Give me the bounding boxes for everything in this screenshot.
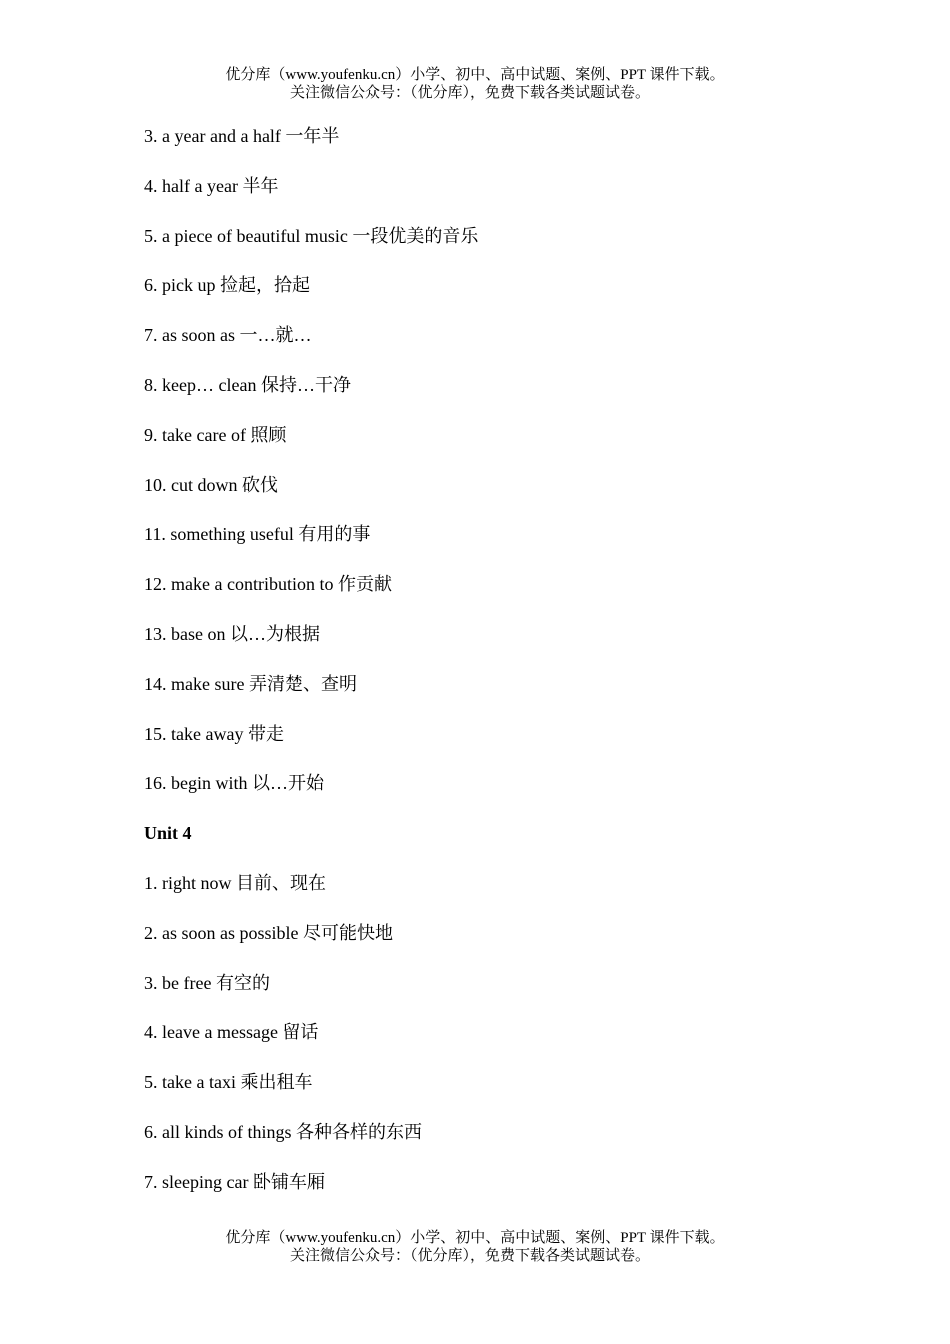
header-line-2: 关注微信公众号：（优分库），免费下载各类试题试卷。 xyxy=(289,85,650,101)
list-item: 13. base on 以…为根据 xyxy=(144,623,320,644)
footer-line-2: 关注微信公众号：（优分库），免费下载各类试题试卷。 xyxy=(289,1248,650,1264)
list-item: 5. a piece of beautiful music 一段优美的音乐 xyxy=(144,225,479,246)
header-line-1: 优分库（www.youfenku.cn）小学、初中、高中试题、案例、PPT 课件下载。 xyxy=(225,67,725,83)
list-item: 6. pick up 捡起，拾起 xyxy=(144,275,310,296)
list-item: 12. make a contribution to 作贡献 xyxy=(144,574,392,595)
footer-line-1: 优分库（www.youfenku.cn）小学、初中、高中试题、案例、PPT 课件下载。 xyxy=(225,1230,725,1246)
page-header xyxy=(0,66,950,102)
list-item: 14. make sure 弄清楚、查明 xyxy=(144,673,357,694)
list-item: 15. take away 带走 xyxy=(144,723,284,744)
list-item: 9. take care of 照顾 xyxy=(144,424,287,445)
list-item: 10. cut down 砍伐 xyxy=(144,474,278,495)
list-item: 4. half a year 半年 xyxy=(144,175,279,196)
list-item: 7. sleeping car 卧铺车厢 xyxy=(144,1171,325,1192)
list-item: 7. as soon as 一…就… xyxy=(144,325,312,346)
list-item: 2. as soon as possible 尽可能快地 xyxy=(144,922,393,943)
list-item: 3. be free 有空的 xyxy=(144,972,270,993)
list-item: 3. a year and a half 一年半 xyxy=(144,126,340,146)
list-item: 1. right now 目前、现在 xyxy=(144,872,326,893)
list-item: 8. keep… clean 保持…干净 xyxy=(144,374,351,395)
page-footer xyxy=(0,1229,950,1265)
list-item: 11. something useful 有用的事 xyxy=(144,524,371,545)
list-item: 6. all kinds of things 各种各样的东西 xyxy=(144,1121,422,1142)
list-item: 5. take a taxi 乘出租车 xyxy=(144,1072,313,1093)
list-item: 16. begin with 以…开始 xyxy=(144,773,324,794)
section-heading: Unit 4 xyxy=(144,823,192,844)
list-item: 4. leave a message 留话 xyxy=(144,1022,319,1043)
document-body xyxy=(144,124,844,1220)
